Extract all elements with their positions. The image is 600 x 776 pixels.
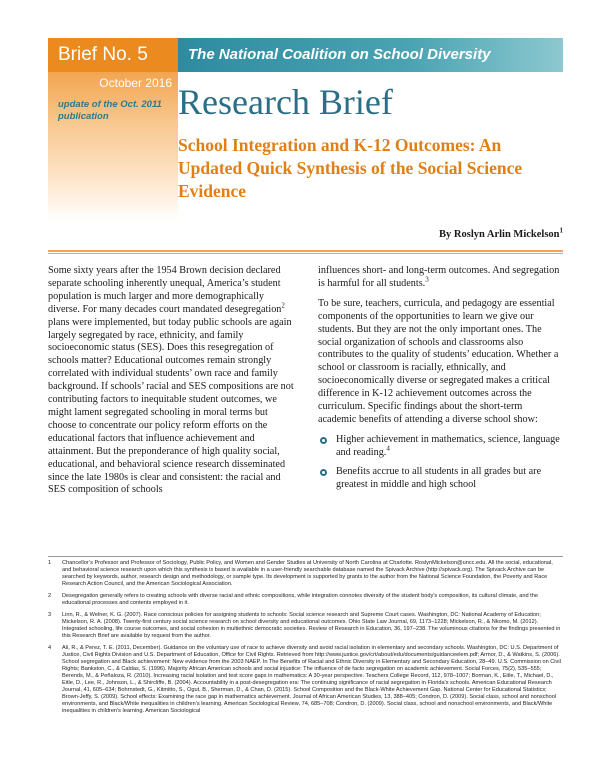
- footnote-number: 3: [48, 612, 52, 618]
- page-title: Research Brief: [178, 82, 393, 122]
- footnote-number: 4: [48, 645, 52, 651]
- header-divider-thin: [48, 253, 563, 254]
- footnote-ref: 4: [386, 444, 390, 453]
- bullet-icon: [320, 437, 327, 444]
- left-column: [48, 265, 298, 504]
- update-note: update of the Oct. 2011 publication: [58, 99, 162, 122]
- publication-date: October 2016: [99, 76, 172, 90]
- footnote-text: Ali, R., & Perez, T. E. (2011, December). Guidance on the voluntary use of race to achieve diversity and avoid racial isolation in elementary and secondary schools. Washington, DC: U.S. Department of Justice, Civil Rights Division and U.S. Department of Education, Office for Civil Rights. Retrieved from http://www.justice.gov/crt/about/edu/documents/guidanceelem.pdf; Armor, D., & Watkins, S. (2006). School segregation and Black achievement: New evidence from the 2003 NAEP. In The Benefits of Racial and Ethnic Diversity in Elementary and Secondary Education, 28–49. U.S. Commission on Civil Rights; Bankston, C., & Caldas, S. (1996). Majority African American schools and social injustice: The influence of de facto segregation on academic achievement. Social Forces, 75(2), 535–555; Berends, M., & Peñaloza, R. (2010). Increasing racial isolation and test score gaps in mathematics: A 30-year perspective. Teachers College Record, 112, 978–1007; Borman, K., Eitle, T., Michael, D., Eitle, D., Lee, R., Johnson, L., & Shircliffe, B. (2004). Accountability in a post-desegregation era: The continuing significance of racial segregation in Florida’s schools. American Educational Research Journal, 41, 605–634; Bohrnstedt, G., Kitmitto, S., Ogut, B., Sherman, D., & Chan, D. (2015). School Composition and the Black-White Achievement Gap. National Center for Educational Statistics; Brown-Jeffy, S. (2009). School effects: Examining the race gap in mathematics achievement. Journal of African American Studies, 13, 388–405; Condron, D. (2009). Social class, school and nonschool environments, and Black/White inequalities in children’s learning. American Sociological Review, 74, 685–708; Condron, D. (2009). Social class, school and nonschool environments, and Black/White inequalities in children’s learning. American Sociological: [62, 645, 561, 714]
- intro-paragraph: [48, 265, 298, 497]
- intro-text-part: plans were implemented, but today public schools are again largely segregated by race, ethnicity, and family socioeconomic status (SES). Does this resegregation of schools matter? Educational outcomes remain strongly correlated with individual students’ own race and family background. If schools’ racial and SES compositions are not contributing factors to inequitable student outcomes, we might lament segregated schooling in moral terms but choose to concentrate our policy reform efforts on the educational factors that influence achievement and attainment. But the preponderance of high quality social, educational, and behavioral science research disseminated since the late 1980s is clear and consistent: the racial and SES composition of schools: [48, 316, 294, 496]
- footnote-divider: [48, 556, 563, 557]
- brief-number-box: [48, 38, 178, 72]
- right-column: [318, 265, 563, 498]
- paragraph-text: influences short- and long-term outcomes. And segregation is harmful for all students.: [318, 265, 560, 289]
- list-item-text: Benefits accrue to all students in all grades but are greatest in middle and high school: [336, 465, 542, 490]
- list-item: [318, 466, 563, 492]
- brief-number: Brief No. 5: [58, 44, 148, 65]
- continued-paragraph: [318, 265, 563, 291]
- organization-name: The National Coalition on School Diversity: [188, 46, 491, 63]
- findings-list: [318, 434, 563, 492]
- footnote-ref: 1: [559, 226, 563, 235]
- brief-subtitle: School Integration and K-12 Outcomes: An Updated Quick Synthesis of the Social Science Evidence: [178, 135, 523, 201]
- footnote-ref: 2: [281, 301, 285, 310]
- bullet-icon: [320, 469, 327, 476]
- footnote-text: Chancellor’s Professor and Professor of Sociology, Public Policy, and Women and Gender Studies at University of North Carolina at Charlotte. RoslynMickelson@uncc.edu. All the social, educational, and behavioral science research upon which this synthesis is based is available in a user-friendly searchable database named the Spivack Archive (http://spivack.org). The Spivack Archive can be searched by keywords, author, research design and methodology, or sample type. Its development is supported by grants to the author from the National Science Foundation, the Poverty and Race Research Action Council, and the American Sociological Association.: [62, 560, 553, 587]
- footnote-number: 2: [48, 593, 52, 599]
- list-item-text: Higher achievement in mathematics, science, language and reading.: [336, 433, 560, 458]
- header-divider: [48, 250, 563, 252]
- list-item: [318, 434, 563, 460]
- footnote-ref: 3: [425, 275, 429, 284]
- date-panel: [48, 72, 178, 220]
- findings-paragraph: To be sure, teachers, curricula, and pedagogy are essential components of the opportunities to learn we give our students. But they are not the only important ones. The social organization of schools and classrooms also contributes to the quality of students’ education. Whether a school or classroom is racially, ethnically, and socioeconomically diverse or segregated makes a critical difference in K-12 achievement outcomes across the curriculum. Specific findings about the short-term academic benefits of attending a diverse school show:: [318, 297, 559, 425]
- organization-banner: [178, 38, 563, 72]
- footnote: [48, 645, 563, 715]
- footnote: [48, 560, 563, 588]
- footnote: [48, 612, 563, 640]
- intro-text-part: Some sixty years after the 1954 Brown decision declared separate schooling inherently unequal, America’s student population is much larger and more demographically diverse. For many decades court mandated desegregation: [48, 265, 282, 315]
- footnotes: [48, 560, 563, 720]
- footnote-text: Desegregation generally refers to creating schools with diverse racial and ethnic compositions, while integration connotes diversity of the student body’s composition, its cultural climate, and the educational processes and contents employed in it.: [62, 593, 538, 606]
- footnote-number: 1: [48, 560, 52, 566]
- byline: [178, 226, 563, 240]
- author-name: By Roslyn Arlin Mickelson: [439, 229, 560, 240]
- footnote-text: Linn, R., & Welner, K. G. (2007). Race conscious policies for assigning students to schools: Social science research and Supreme Court cases. Washington, DC: National Academy of Education; Mickelson, R. A. (2008). Twenty-first century social science research on school diversity and educational outcomes. Ohio State Law Journal, 69, 1173–1228; Mickelson, R., & Nkomo, M. (2012). Integrated schooling, life course outcomes, and social cohesion in multiethnic democratic societies. Review of Research in Education, 36, 197–238. The voluminous citations for the findings presented in this Research Brief are available by request from the author.: [62, 612, 561, 639]
- footnote: [48, 593, 563, 607]
